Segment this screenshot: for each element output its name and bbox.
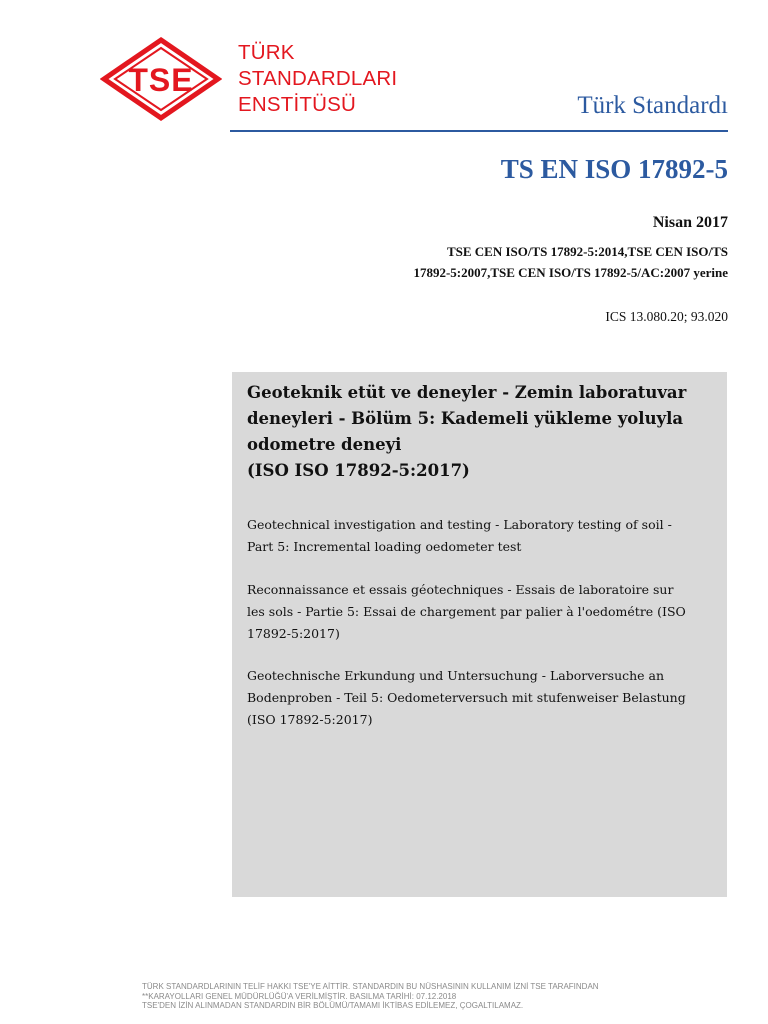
english-title-line: Part 5: Incremental loading oedometer test (247, 539, 522, 554)
footer-line: **KARAYOLLARI GENEL MÜDÜRLÜĞÜ'A VERİLMİŞTİR. BASILMA TARİHİ: 07.12.2018 (142, 991, 457, 1001)
english-title (247, 514, 727, 558)
french-title (247, 579, 727, 645)
turkish-title-line: deneyleri - Bölüm 5: Kademeli yükleme yoluyla (247, 409, 684, 428)
tse-logo (100, 36, 222, 122)
german-title-line: (ISO 17892-5:2017) (247, 712, 373, 727)
german-title-line: Bodenproben - Teil 5: Oedometerversuch mit stufenweiser Belastung (247, 690, 686, 705)
footer-line: TÜRK STANDARDLARININ TELİF HAKKI TSE'YE AİTTİR. STANDARDIN BU NÜSHASININ KULLANIM İZNİ TSE TARAFINDAN (142, 982, 599, 991)
org-name-line: STANDARDLARI (238, 67, 398, 90)
replaces-note (308, 241, 728, 283)
english-title-line: Geotechnical investigation and testing - Laboratory testing of soil - (247, 517, 672, 532)
german-title-line: Geotechnische Erkundung und Untersuchung - Laborversuche an (247, 668, 665, 683)
turkish-title-line: odometre deneyi (247, 435, 402, 454)
turkish-title (247, 380, 717, 484)
ics-code: ICS 13.080.20; 93.020 (605, 309, 728, 324)
logo-text: TSE (128, 62, 194, 98)
title-box (232, 372, 727, 897)
copyright-footer (142, 982, 722, 1011)
replaces-line: 17892-5:2007,TSE CEN ISO/TS 17892-5/AC:2007 yerine (413, 265, 728, 280)
turkish-title-line: (ISO ISO 17892-5:2017) (247, 461, 470, 480)
standard-number: TS EN ISO 17892-5 (500, 154, 728, 184)
german-title (247, 665, 727, 731)
document-kind: Türk Standardı (577, 92, 728, 119)
publication-date: Nisan 2017 (652, 214, 728, 231)
french-title-line: 17892-5:2017) (247, 626, 340, 641)
french-title-line: les sols - Partie 5: Essai de chargement par palier à l'oedométre (ISO (247, 604, 686, 619)
footer-line: TSE'DEN İZİN ALINMADAN STANDARDIN BİR BÖLÜMÜ/TAMAMI İKTİBAS EDİLEMEZ, ÇOGALTILAMAZ. (142, 1001, 524, 1010)
org-name-line: ENSTİTÜSÜ (238, 93, 356, 116)
header-divider (230, 130, 728, 132)
org-name-line: TÜRK (238, 41, 295, 64)
replaces-line: TSE CEN ISO/TS 17892-5:2014,TSE CEN ISO/TS (446, 244, 728, 259)
organization-name (238, 40, 397, 118)
turkish-title-line: Geoteknik etüt ve deneyler - Zemin laboratuvar (247, 383, 687, 402)
french-title-line: Reconnaissance et essais géotechniques - Essais de laboratoire sur (247, 582, 674, 597)
